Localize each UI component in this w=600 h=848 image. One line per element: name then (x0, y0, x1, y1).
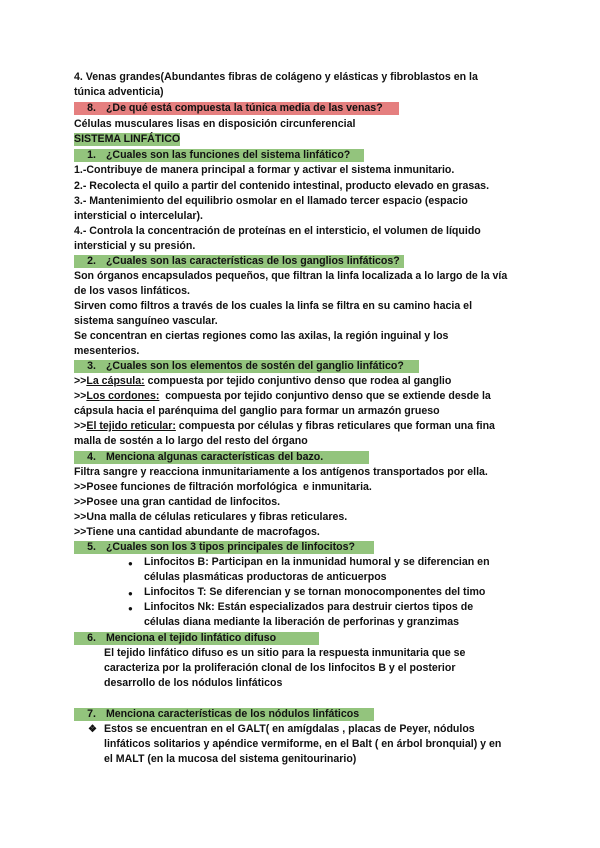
question-text: Menciona el tejido linfático difuso (105, 632, 277, 644)
answer-line: malla de sostén a lo largo del resto del órgano (74, 435, 308, 447)
answer-line: caracteriza por la proliferación clonal de los linfocitos B y el posterior (104, 662, 456, 674)
question-number: 8. (87, 102, 96, 114)
answer-line: 3.- Mantenimiento del equilibrio osmolar en el llamado tercer espacio (espacio (74, 195, 468, 207)
answer-line: Linfocitos B: Participan en la inmunidad humoral y se diferencian en (144, 556, 490, 568)
question-7-heading (74, 708, 374, 721)
question-text: ¿De qué está compuesta la túnica media de las venas? (105, 102, 383, 114)
answer-line: Filtra sangre y reacciona inmunitariamente a los antígenos transportados por ella. (74, 466, 488, 478)
capsula-line (74, 375, 451, 388)
answer-line: 4.- Controla la concentración de proteínas en el intersticio, el volumen de líquido (74, 225, 481, 237)
question-4-heading (74, 451, 369, 464)
answer-line: Linfocitos T: Se diferencian y se tornan monocomponentes del timo (144, 586, 486, 598)
answer-line: >>Una malla de células reticulares y fibras reticulares. (74, 511, 348, 523)
answer-line: >>Tiene una cantidad abundante de macrofagos. (74, 526, 320, 538)
term-cordones: Los cordones: (86, 390, 160, 402)
question-5-heading (74, 541, 374, 554)
answer-line: 2.- Recolecta el quilo a partir del contenido intestinal, producto elevado en grasas. (74, 180, 490, 192)
question-3-heading (74, 360, 419, 373)
answer-line: células diana mediante la liberación de perforinas y granzimas (144, 616, 459, 628)
question-text: ¿Cuales son los 3 tipos principales de linfocitos? (105, 541, 355, 553)
question-6-heading (74, 632, 319, 645)
answer-line: sistema sanguíneo vascular. (74, 315, 218, 327)
bullet-icon: ● (128, 604, 133, 613)
answer-line: desarrollo de los nódulos linfáticos (104, 677, 283, 689)
answer-line: Se concentran en ciertas regiones como las axilas, la región inguinal y los (74, 330, 449, 342)
question-text: ¿Cuales son las funciones del sistema linfático? (105, 149, 351, 161)
question-number: 4. (87, 451, 96, 463)
answer-line: intersticial o intercelular). (74, 210, 203, 222)
question-number: 5. (87, 541, 96, 553)
question-1-heading (74, 149, 364, 162)
answer-line: cápsula hacia el parénquima del ganglio para formar un armazón grueso (74, 405, 440, 417)
answer-line: El tejido linfático difuso es un sitio para la respuesta inmunitaria que se (104, 647, 466, 659)
question-2-heading (74, 255, 404, 268)
question-8-answer: Células musculares lisas en disposición circunferencial (74, 118, 356, 130)
question-8-heading (74, 102, 399, 115)
answer-line: Estos se encuentran en el GALT( en amígdalas , placas de Peyer, nódulos (104, 723, 475, 735)
term-description: compuesta por células y fibras reticulares que forman una fina (175, 420, 495, 432)
answer-line: células plasmáticas productoras de anticuerpos (144, 571, 387, 583)
cordones-line (74, 390, 491, 403)
term-description: compuesta por tejido conjuntivo denso que se extiende desde la (159, 390, 491, 402)
answer-line: Linfocitos Nk: Están especializados para destruir ciertos tipos de (144, 601, 474, 613)
question-number: 3. (87, 360, 96, 372)
bullet-icon: ● (128, 589, 133, 598)
venas-grandes-line-1: 4. Venas grandes(Abundantes fibras de colágeno y elásticas y fibroblastos en la (74, 71, 478, 83)
bullet-icon: ● (128, 559, 133, 568)
section-title: SISTEMA LINFÁTICO (74, 133, 181, 145)
answer-line: mesenterios. (74, 345, 140, 357)
answer-line: Sirven como filtros a través de los cuales la linfa se filtra en su camino hacia el (74, 300, 473, 312)
answer-line: 1.-Contribuye de manera principal a formar y activar el sistema inmunitario. (74, 164, 455, 176)
prefix: >> (74, 420, 87, 432)
question-text: Menciona algunas características del bazo. (105, 451, 324, 463)
answer-line: de los vasos linfáticos. (74, 285, 190, 297)
question-number: 7. (87, 708, 96, 720)
answer-line: linfáticos solitarios y apéndice vermiforme, en el Balt ( en árbol bronquial) y en (104, 738, 502, 750)
answer-line: Son órganos encapsulados pequeños, que filtran la linfa localizada a lo largo de la vía (74, 270, 508, 282)
question-number: 6. (87, 632, 96, 644)
answer-line: el MALT (en la mucosa del sistema genitourinario) (104, 753, 357, 765)
question-text: Menciona características de los nódulos linfáticos (105, 708, 360, 720)
prefix: >> (74, 375, 87, 387)
answer-line: >>Posee funciones de filtración morfológica e inmunitaria. (74, 481, 372, 493)
question-text: ¿Cuales son los elementos de sostén del ganglio linfático? (105, 360, 404, 372)
answer-line: >>Posee una gran cantidad de linfocitos. (74, 496, 281, 508)
venas-grandes-line-2: túnica adventicia) (74, 86, 164, 98)
prefix: >> (74, 390, 87, 402)
term-reticular: El tejido reticular: (86, 420, 176, 432)
question-number: 2. (87, 255, 96, 267)
answer-line: intersticial y su presión. (74, 240, 196, 252)
question-text: ¿Cuales son las características de los ganglios linfáticos? (105, 255, 400, 267)
term-capsula: La cápsula: (86, 375, 145, 387)
term-description: compuesta por tejido conjuntivo denso que rodea al ganglio (144, 375, 452, 387)
reticular-line (74, 420, 495, 433)
question-number: 1. (87, 149, 96, 161)
diamond-bullet-icon: ❖ (88, 724, 97, 735)
